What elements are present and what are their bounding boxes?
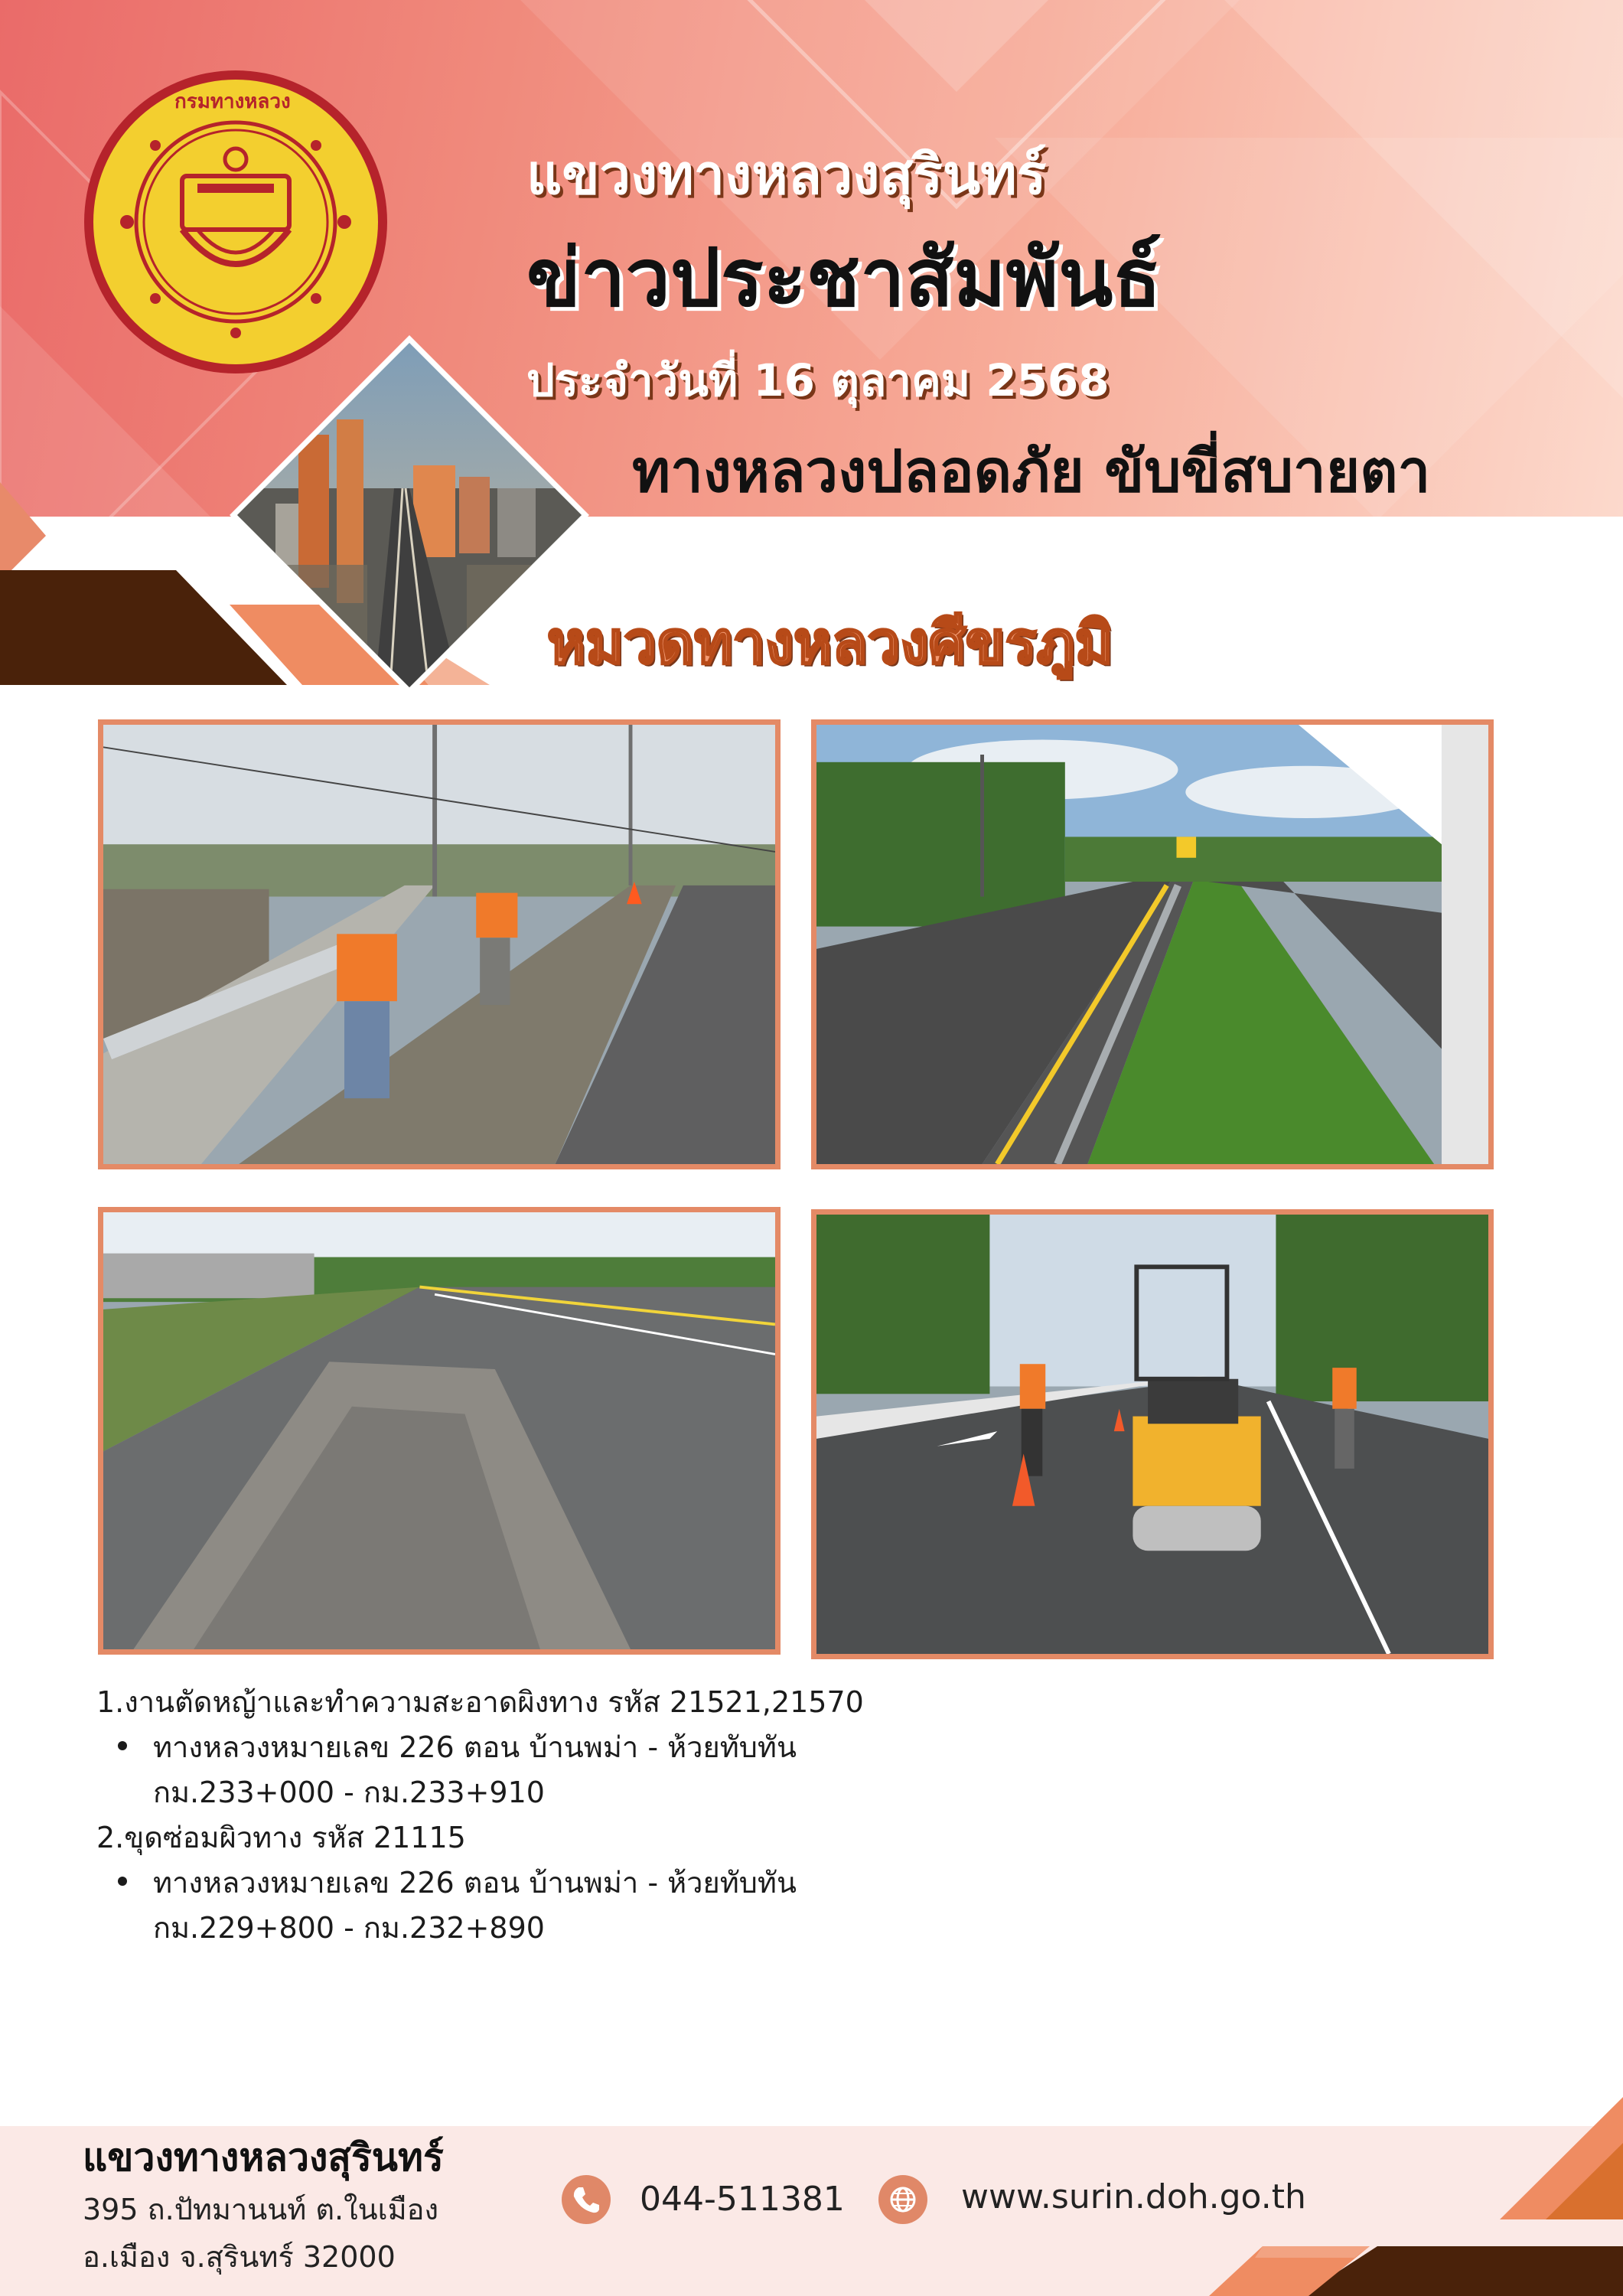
phone-icon — [562, 2175, 611, 2224]
footer-org-name: แขวงทางหลวงสุรินทร์ — [83, 2135, 444, 2180]
photo-road-roller — [811, 1209, 1494, 1659]
globe-icon — [878, 2175, 927, 2224]
bullet-2 — [118, 1877, 127, 1886]
page-title: ข่าวประชาสัมพันธ์ — [526, 231, 1162, 325]
header-org-name: แขวงทางหลวงสุรินทร์ — [526, 142, 1047, 207]
logo-caption: กรมทางหลวง — [174, 90, 291, 113]
footer-address-line1: 395 ถ.ปัทมานนท์ ต.ในเมือง — [83, 2193, 439, 2226]
photo-repaired-surface — [98, 1207, 781, 1655]
work-1-road: ทางหลวงหมายเลข 226 ตอน บ้านพม่า - ห้วยทับทัน — [153, 1730, 797, 1764]
unit-name: หมวดทางหลวงศีขรภูมิ — [547, 608, 1113, 677]
work-2-range: กม.229+800 - กม.232+890 — [153, 1911, 545, 1945]
work-2-road: ทางหลวงหมายเลข 226 ตอน บ้านพม่า - ห้วยทับทัน — [153, 1866, 797, 1900]
work-1-range: กม.233+000 - กม.233+910 — [153, 1776, 545, 1809]
footer-address-line2: อ.เมือง จ.สุรินทร์ 32000 — [83, 2240, 396, 2274]
photo-curved-highway — [811, 719, 1494, 1169]
website-link[interactable]: www.surin.doh.go.th — [961, 2177, 1306, 2216]
photo-grass-cutting — [98, 719, 781, 1169]
work-2-heading: 2.ขุดซ่อมผิวทาง รหัส 21115 — [96, 1821, 466, 1854]
slogan: ทางหลวงปลอดภัย ขับขี่สบายตา — [632, 437, 1431, 505]
bullet-1 — [118, 1741, 127, 1750]
phone-number[interactable]: 044-511381 — [640, 2180, 845, 2219]
date-line: ประจำวันที่ 16 ตุลาคม 2568 — [526, 354, 1110, 406]
work-1-heading: 1.งานตัดหญ้าและทำความสะอาดผิงทาง รหัส 21521,21570 — [96, 1685, 864, 1719]
